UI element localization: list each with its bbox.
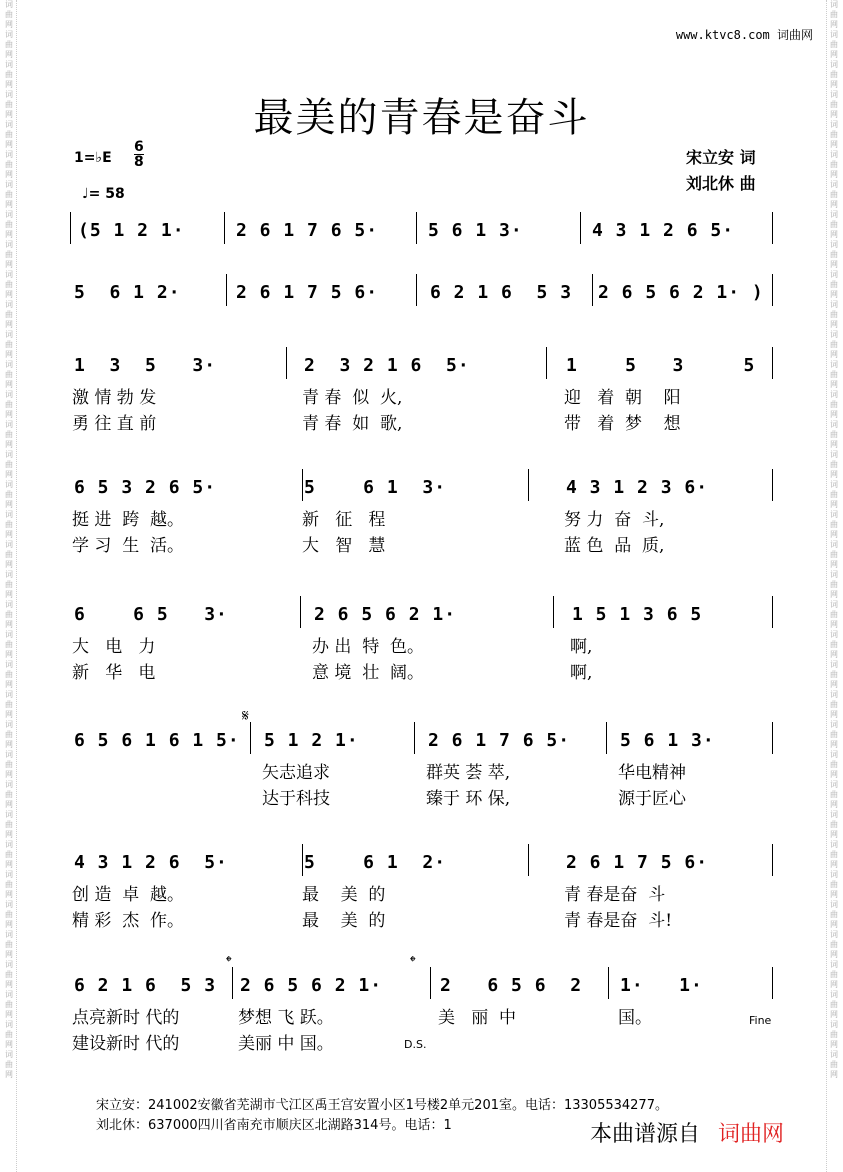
barline <box>772 596 773 628</box>
barline <box>608 967 609 999</box>
lyric-verse-1: 挺 进 跨 越。 <box>72 510 185 530</box>
barline <box>772 469 773 501</box>
footer-contact <box>96 1096 668 1136</box>
lyric-verse-2: 蓝 色 品 质, <box>564 536 665 556</box>
lyric-verse-2: 青 春 如 歌, <box>302 414 403 434</box>
measure-notes: 6 6 5 3· <box>74 604 228 625</box>
barline <box>416 274 417 306</box>
barline <box>772 722 773 754</box>
lyric-verse-2: 建设新时 代的 <box>72 1034 180 1054</box>
barline <box>528 844 529 876</box>
lyric-verse-1: 华电精神 <box>618 763 686 783</box>
footer-line-2: 刘北休：637000四川省南充市顺庆区北湖路314号。电话：1 <box>96 1118 452 1133</box>
lyric-verse-2: 勇 往 直 前 <box>72 414 157 434</box>
lyric-verse-1: 创 造 卓 越。 <box>72 885 185 905</box>
measure-notes: 1· 1· <box>620 975 703 996</box>
logo-left-text: 本曲谱源自 <box>590 1122 701 1147</box>
barline <box>250 722 251 754</box>
lyric-verse-1: 最 美 的 <box>302 885 386 905</box>
time-signature <box>134 140 144 169</box>
lyric-verse-1: 迎 着 朝 阳 <box>564 388 681 408</box>
measure-notes: 2 6 1 7 5 6· <box>236 282 379 303</box>
barline <box>302 469 303 501</box>
lyric-verse-1: 办 出 特 色。 <box>312 637 425 657</box>
lyric-verse-1: 群英 荟 萃, <box>426 763 511 783</box>
footer-line-1: 宋立安：241002安徽省芜湖市弋江区禹王宫安置小区1号楼2单元201室。电话：13305534277。 <box>96 1098 668 1113</box>
lyric-verse-2: 最 美 的 <box>302 911 386 931</box>
measure-notes: 1 5 3 5 <box>566 355 756 376</box>
logo-right-text[interactable]: 词曲网 <box>718 1122 785 1147</box>
lyric-verse-1: 青 春 似 火, <box>302 388 403 408</box>
measure-notes: 2 6 1 7 5 6· <box>566 852 709 873</box>
lyric-verse-1: 努 力 奋 斗, <box>564 510 665 530</box>
measure-notes: (5 1 2 1· <box>78 220 185 241</box>
measure-notes: 5 6 1 3· <box>304 477 447 498</box>
barline <box>772 212 773 244</box>
lyric-verse-1: 啊, <box>570 637 593 657</box>
barline <box>553 596 554 628</box>
measure-notes: 5 6 1 2· <box>304 852 447 873</box>
measure-notes: 5 1 2 1· <box>264 730 359 751</box>
coda-sign-1: 𝄌 <box>226 952 232 971</box>
barline <box>224 212 225 244</box>
barline <box>772 274 773 306</box>
measure-notes: 2 6 1 7 6 5· <box>428 730 571 751</box>
barline <box>302 844 303 876</box>
barline <box>528 469 529 501</box>
lyric-verse-2: 美丽 中 国。 <box>238 1034 334 1054</box>
measure-notes: 5 6 1 2· <box>74 282 181 303</box>
lyric-verse-1: 梦想 飞 跃。 <box>238 1008 334 1028</box>
lyric-verse-2: 源于匠心 <box>618 789 686 809</box>
barline <box>416 212 417 244</box>
lyricist-credit: 宋立安 词 <box>686 148 756 167</box>
measure-notes: 5 6 1 3· <box>620 730 715 751</box>
barline <box>772 967 773 999</box>
ds-marking: D.S. <box>404 1038 427 1051</box>
lyric-verse-2: 大 智 慧 <box>302 536 386 556</box>
measure-notes: 6 2 1 6 5 3 <box>430 282 573 303</box>
measure-notes: 6 2 1 6 5 3 <box>74 975 217 996</box>
fine-marking: Fine <box>749 1014 772 1027</box>
measure-notes: 2 6 5 6 2 <box>440 975 583 996</box>
lyric-verse-2: 青 春是奋 斗! <box>564 911 673 931</box>
measure-notes: 4 3 1 2 6 5· <box>592 220 735 241</box>
measure-notes: 2 6 5 6 2 1· <box>240 975 383 996</box>
song-title: 最美的青春是奋斗 <box>253 95 590 141</box>
side-watermark-left: 词曲网词曲网词曲网词曲网词曲网词曲网词曲网词曲网词曲网词曲网词曲网词曲网词曲网词曲网词曲网词曲网词曲网词曲网词曲网词曲网词曲网词曲网词曲网词曲网词曲网词曲网词曲网词曲网词曲网词曲网词曲网词曲网词曲网词曲网词曲网词曲网 <box>2 0 17 1172</box>
lyric-verse-1: 青 春是奋 斗 <box>564 885 666 905</box>
barline <box>414 722 415 754</box>
composer-credit: 刘北休 曲 <box>686 174 756 193</box>
lyric-verse-2: 意 境 壮 阔。 <box>312 663 425 683</box>
source-logo <box>590 1117 784 1148</box>
key-signature: 1=♭E <box>74 150 112 166</box>
barline <box>300 596 301 628</box>
barline <box>580 212 581 244</box>
measure-notes: 6 5 6 1 6 1 5· <box>74 730 240 751</box>
lyric-verse-2: 带 着 梦 想 <box>564 414 681 434</box>
lyric-verse-2: 啊, <box>570 663 593 683</box>
barline <box>232 967 233 999</box>
barline <box>70 212 71 244</box>
lyric-verse-2: 新 华 电 <box>72 663 156 683</box>
measure-notes: 4 3 1 2 6 5· <box>74 852 228 873</box>
measure-notes: 1 3 5 3· <box>74 355 217 376</box>
time-top: 6 <box>134 139 144 155</box>
site-url[interactable]: www.ktvc8.com 词曲网 <box>675 28 813 42</box>
lyric-verse-1: 激 情 勃 发 <box>72 388 157 408</box>
lyric-verse-2: 达于科技 <box>262 789 330 809</box>
credits <box>686 145 756 197</box>
lyric-verse-1: 国。 <box>618 1008 652 1028</box>
measure-notes: 1 5 1 3 6 5 <box>572 604 703 625</box>
barline <box>772 844 773 876</box>
time-bottom: 8 <box>134 154 144 170</box>
lyric-verse-1: 大 电 力 <box>72 637 156 657</box>
barline <box>430 967 431 999</box>
lyric-verse-2: 精 彩 杰 作。 <box>72 911 185 931</box>
side-watermark-right: 词曲网词曲网词曲网词曲网词曲网词曲网词曲网词曲网词曲网词曲网词曲网词曲网词曲网词曲网词曲网词曲网词曲网词曲网词曲网词曲网词曲网词曲网词曲网词曲网词曲网词曲网词曲网词曲网词曲网词曲网词曲网词曲网词曲网词曲网词曲网词曲网 <box>826 0 841 1172</box>
lyric-verse-1: 矢志追求 <box>262 763 330 783</box>
barline <box>606 722 607 754</box>
barline <box>286 347 287 379</box>
barline <box>592 274 593 306</box>
lyric-verse-1: 美 丽 中 <box>438 1008 517 1028</box>
tempo-marking: ♩= 58 <box>82 186 125 202</box>
lyric-verse-2: 臻于 环 保, <box>426 789 511 809</box>
barline <box>546 347 547 379</box>
measure-notes: 2 6 5 6 2 1· <box>314 604 457 625</box>
measure-notes: 2 6 1 7 6 5· <box>236 220 379 241</box>
lyric-verse-1: 点亮新时 代的 <box>72 1008 180 1028</box>
lyric-verse-2: 学 习 生 活。 <box>72 536 185 556</box>
segno-sign: 𝄋 <box>242 706 249 725</box>
measure-notes: 4 3 1 2 3 6· <box>566 477 709 498</box>
coda-sign-2: 𝄌 <box>410 952 416 971</box>
lyric-verse-1: 新 征 程 <box>302 510 386 530</box>
measure-notes: 5 6 1 3· <box>428 220 523 241</box>
barline <box>772 347 773 379</box>
measure-notes: 2 6 5 6 2 1· ) <box>598 282 764 303</box>
barline <box>226 274 227 306</box>
measure-notes: 2 3 2 1 6 5· <box>304 355 470 376</box>
measure-notes: 6 5 3 2 6 5· <box>74 477 217 498</box>
